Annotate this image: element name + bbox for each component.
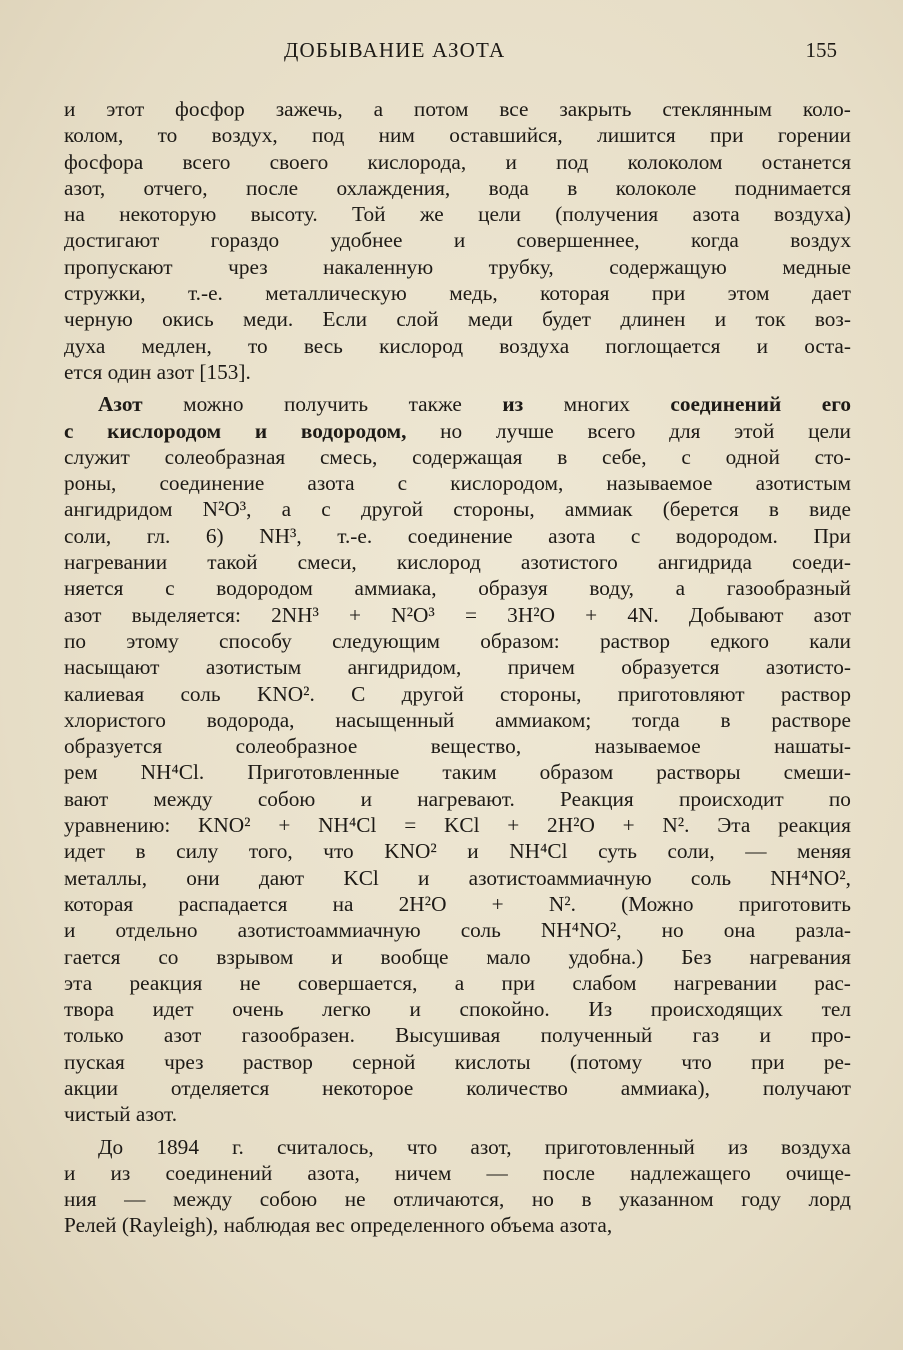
paragraph	[64, 391, 851, 1127]
text-line: ется один азот [153].	[64, 359, 251, 384]
text-line: и отдельно азотистоаммиачную соль NH⁴NO², но она разла-	[64, 918, 851, 943]
page-number: 155	[805, 38, 837, 62]
body-text	[64, 96, 851, 1239]
text-line: гается со взрывом и вообще мало удобна.) Без нагревания	[64, 944, 851, 969]
text-line: образуется солеобразное вещество, называемое нашаты-	[64, 734, 851, 759]
paragraph	[64, 96, 851, 385]
text-line: твора идет очень легко и спокойно. Из происходящих тел	[64, 997, 851, 1022]
text-line: Азот можно получить также из многих соединений его	[98, 392, 851, 417]
text-line: няется с водородом аммиака, образуя воду, а газообразный	[64, 576, 851, 601]
text-line: азот, отчего, после охлаждения, вода в колоколе поднимается	[64, 175, 851, 200]
text-line: До 1894 г. считалось, что азот, приготовленный из воздуха	[98, 1134, 851, 1159]
text-line: чистый азот.	[64, 1102, 178, 1127]
text-line: по этому способу следующим образом: раствор едкого кали	[64, 628, 851, 653]
text-line: насыщают азотистым ангидридом, причем образуется азотисто-	[64, 655, 851, 680]
text-line: нагревании такой смеси, кислород азотистого ангидрида соеди-	[64, 550, 851, 575]
text-line: уравнению: KNO² + NH⁴Cl = KCl + 2H²O + N². Эта реакция	[64, 813, 851, 838]
text-line: металлы, они дают KCl и азотистоаммиачную соль NH⁴NO²,	[64, 865, 851, 890]
text-line: азот выделяется: 2NH³ + N²O³ = 3H²O + 4N. Добывают азот	[64, 602, 851, 627]
text-line: акции отделяется некоторое количество аммиака), получают	[64, 1075, 851, 1100]
text-line: только азот газообразен. Высушивая полученный газ и про-	[64, 1023, 851, 1048]
text-line: и этот фосфор зажечь, а потом все закрыть стеклянным коло-	[64, 97, 851, 121]
text-line: достигают гораздо удобнее и совершеннее, когда воздух	[64, 228, 851, 253]
text-line: вают между собою и нагревают. Реакция происходит по	[64, 786, 851, 811]
paragraph	[64, 1134, 851, 1239]
text-line: Релей (Rayleigh), наблюдая вес определенного объема азота,	[64, 1213, 613, 1238]
text-line: соли, гл. 6) NH³, т.-е. соединение азота с водородом. При	[64, 523, 851, 548]
text-line: на некоторую высоту. Той же цели (получения азота воздуха)	[64, 202, 851, 227]
text-line: хлористого водорода, насыщенный аммиаком; тогда в растворе	[64, 707, 851, 732]
text-line: ангидридом N²O³, а с другой стороны, аммиак (берется в виде	[64, 497, 851, 522]
text-line: рем NH⁴Cl. Приготовленные таким образом растворы смеши-	[64, 760, 851, 785]
text-line: духа медлен, то весь кислород воздуха поглощается и оста-	[64, 333, 851, 358]
text-line: идет в силу того, что KNO² и NH⁴Cl суть соли, — меняя	[64, 839, 851, 864]
text-line: эта реакция не совершается, а при слабом нагревании рас-	[64, 970, 851, 995]
running-title: ДОБЫВАНИЕ АЗОТА	[284, 38, 506, 62]
text-line: роны, соединение азота с кислородом, называемое азотистым	[64, 471, 851, 496]
text-line: и из соединений азота, ничем — после надлежащего очище-	[64, 1160, 851, 1185]
text-line: стружки, т.-е. металлическую медь, которая при этом дает	[64, 281, 851, 306]
text-line: колом, то воздух, под ним оставшийся, лишится при горении	[64, 123, 851, 148]
text-line: черную окись меди. Если слой меди будет длинен и ток воз-	[64, 307, 851, 332]
text-line: которая распадается на 2H²O + N². (Можно приготовить	[64, 891, 851, 916]
page-header	[64, 38, 851, 82]
text-line: служит солеобразная смесь, содержащая в себе, с одной сто-	[64, 444, 851, 469]
text-line: с кислородом и водородом, но лучше всего для этой цели	[64, 418, 851, 443]
text-line: калиевая соль KNO². С другой стороны, приготовляют раствор	[64, 681, 851, 706]
text-line: пропускают чрез накаленную трубку, содержащую медные	[64, 254, 851, 279]
text-line: ния — между собою не отличаются, но в указанном году лорд	[64, 1187, 851, 1212]
text-line: пуская чрез раствор серной кислоты (потому что при ре-	[64, 1049, 851, 1074]
text-line: фосфора всего своего кислорода, и под колоколом останется	[64, 149, 851, 174]
